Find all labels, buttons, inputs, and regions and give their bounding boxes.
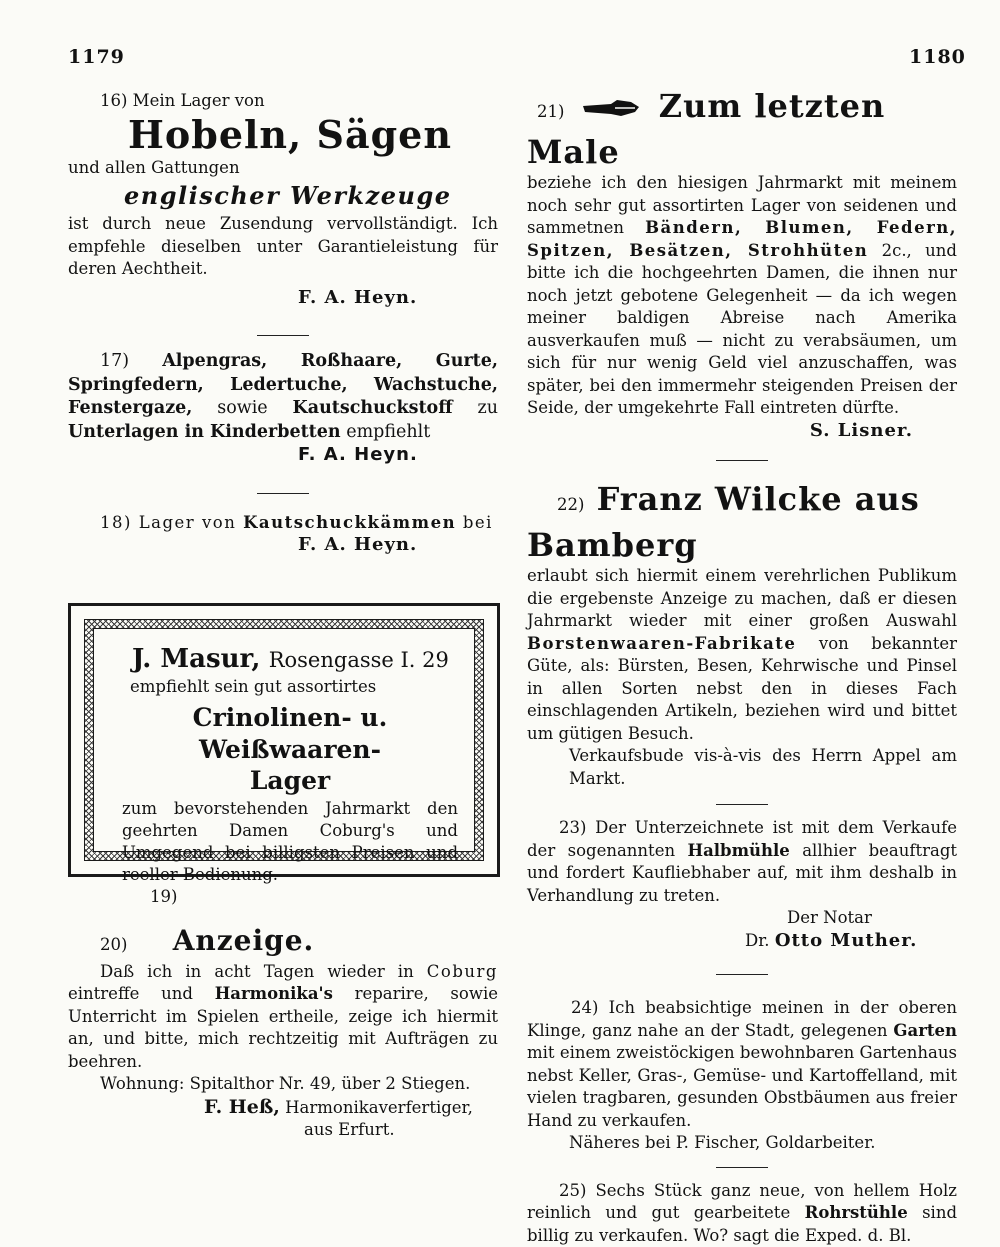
ad-20-signature-line [68,1096,498,1120]
ad-20-body [68,961,498,1074]
ad-23-body [527,817,957,907]
ad-22-title: Franz Wilcke aus Bamberg [527,480,920,564]
ad-22-body1: erlaubt sich hiermit einem verehrlichen Publikum die ergebenste Anzeige zu machen, daß er diesen Jahrmarkt wieder mit einer großen Auswahl [527,566,957,630]
right-column [527,90,957,1247]
ad-25-tail: Wo? sagt die Exped. d. Bl. [693,1226,911,1245]
ad-21-title: Zum letzten Male [527,87,885,171]
ad-16-signature: F. A. Heyn. [68,287,498,310]
ad-18-number: 18) [100,513,132,532]
left-column [68,90,498,557]
ad-17 [68,350,498,467]
ad-22-number: 22) [527,495,584,514]
ad-23-body1: Der Unterzeichnete ist mit dem Verkaufe der sogenannten [527,818,957,860]
ad-20-body1: Daß ich in acht Tagen wieder in [68,962,414,981]
ad-19-frame [68,603,500,877]
ad-19 [93,628,475,852]
ad-21-body [527,172,957,420]
ad-16-body: ist durch neue Zusendung vervollständigt. Ich empfehle dieselben unter Garantieleistung für deren Aechtheit. [68,213,498,281]
ad-20-city: Coburg [427,962,498,981]
ad-25-body2: sind billig zu verkaufen. [527,1203,957,1245]
divider [257,493,309,494]
ad-19-number: 19) [122,886,458,908]
ad-25-body1: Sechs Stück ganz neue, von hellem Holz reinlich und gut gearbeitete [527,1181,957,1223]
ad-21-body2: 2c., und bitte ich die hochgeehrten Damen, die ihnen nur noch jetzt gebotene Gelegenheit — da ich wegen meiner baldigen Abreise nach Amerika ausverkaufen muß — nicht zu verabsäumen, um sich für nur wenig Geld viel anzuschaffen, was später, bei den immermehr steigenden Preisen der Seide, der umgekehrte Fall eintreten dürfte. [527,241,957,418]
ad-22-booth: Verkaufsbude vis-à-vis des Herrn Appel am Markt. [527,745,957,790]
ad-23-role: Der Notar [527,907,957,930]
ad-20-bold: Harmonika's [215,984,333,1003]
ad-17-rest1: sowie [217,398,267,418]
ad-16-intro: 16) Mein Lager von [68,90,498,113]
ad-21-bold: Bändern, Blumen, Federn, Spitzen, Besätzen, Strohhüten [527,218,957,260]
ad-18-body [68,512,498,535]
ad-21-signature: S. Lisner. [527,420,957,443]
ad-24-number: 24) [527,998,598,1017]
ad-20-header [68,930,498,957]
ad-20 [68,930,498,1142]
ad-19-ornament-border [84,619,484,861]
ad-20-title: Anzeige. [173,924,315,957]
ad-19-title2: Lager [122,766,458,796]
pointing-hand-icon [581,89,643,129]
ad-17-rest2: zu [477,398,498,418]
ad-22-body2: von bekannter Güte, als: Bürsten, Besen, Kehrwische und Pinsel in allen Sorten nebst den in dieses Fach einschlagenden Artikeln, beziehen wird und bittet um gütigen Besuch. [527,634,957,743]
ad-24-body1: Ich beabsichtige meinen in der oberen Klinge, ganz nahe an der Stadt, gelegenen [527,998,957,1040]
ad-17-signature: F. A. Heyn. [68,444,498,467]
ad-20-number: 20) [100,935,127,954]
ad-16 [68,90,498,309]
ad-25 [527,1180,957,1247]
ad-17-number: 17) [68,351,129,371]
ad-16-title: Hobeln, Sägen [68,113,498,157]
ad-20-body3: reparire, sowie Unterricht im Spielen ertheile, zeige ich hiermit an, und bitte, mich rechtzeitig mit Aufträgen zu beehren. [68,984,498,1071]
ad-24-contact: Näheres bei P. Fischer, Goldarbeiter. [527,1132,957,1155]
ad-20-signature: F. Heß, [204,1096,280,1118]
ad-19-body: zum bevorstehenden Jahrmarkt den geehrten Damen Coburg's und Umgegend bei billigsten Preisen und reeller Bedienung. [122,798,458,886]
ad-18-bold: Kautschuckkämmen [243,513,456,532]
ad-19-line: empfiehlt sein gut assortirtes [122,676,458,698]
ad-17-items: Alpengras, Roßhaare, Gurte, Springfedern, Ledertuche, Wachstuche, Fenstergaze, [68,351,498,418]
divider [716,1167,768,1168]
ad-25-number: 25) [527,1181,586,1200]
ad-19-firm: J. Masur, [132,644,260,674]
ad-23-signature: Otto Muther. [775,930,918,951]
ad-21-header [527,86,957,172]
ad-18-text2: bei [463,513,493,532]
ad-18 [68,512,498,557]
ad-19-address: Rosengasse I. 29 [269,648,449,672]
ad-19-title1: Crinolinen- u. Weißwaaren- [122,702,458,766]
ad-24 [527,997,957,1155]
ad-17-rest-bold: Kautschuckstoff [293,398,453,418]
ad-21 [527,86,957,442]
ad-22-bold: Borstenwaaren-Fabrikate [527,634,796,653]
ad-18-signature: F. A. Heyn. [68,534,498,557]
ad-24-bold: Garten [893,1021,957,1040]
ad-20-sig-place: aus Erfurt. [68,1119,498,1142]
ad-19-header [132,643,458,676]
ad-16-subtitle: englischer Werkzeuge [68,179,498,213]
ad-23-number: 23) [527,818,586,837]
ad-16-line2: und allen Gattungen [68,157,498,180]
ad-23-body2: allhier beauftragt und fordert Kaufliebhaber auf, mit ihm deshalb in Verhandlung zu treten. [527,841,957,905]
ad-23-sig-prefix: Dr. [745,931,770,950]
page-number-right: 1180 [909,46,966,68]
ad-23-signature-line [527,930,957,953]
divider [257,335,309,336]
divider [716,804,768,805]
ad-25-bold: Rohrstühle [805,1203,908,1222]
ad-25-body [527,1180,957,1247]
ad-23-bold: Halbmühle [688,841,790,860]
divider [716,460,768,461]
ad-21-body1: beziehe ich den hiesigen Jahrmarkt mit meinem noch sehr gut assortirten Lager von seidenen und sammetnen [527,173,957,237]
ad-23 [527,817,957,952]
ad-17-rest-bold2: Unterlagen in Kinderbetten [68,422,341,442]
ad-22 [527,479,957,790]
ad-17-body [68,350,498,444]
ad-20-address: Wohnung: Spitalthor Nr. 49, über 2 Stiegen. [68,1073,498,1096]
ad-22-header [527,479,957,565]
ad-20-sig-rest: Harmonikaverfertiger, [285,1098,473,1117]
page-number-left: 1179 [68,46,125,68]
ad-18-text1: Lager von [139,513,237,532]
divider [716,974,768,975]
ad-22-body [527,565,957,745]
ad-21-number: 21) [527,102,564,121]
ad-17-rest3: empfiehlt [346,422,430,442]
ad-24-body [527,997,957,1132]
ad-24-body2: mit einem zweistöckigen bewohnbaren Gartenhaus nebst Keller, Gras-, Gemüse- und Kartoffelland, mit vielen tragbaren, gesunden Obstbäumen aus freier Hand zu verkaufen. [527,1043,957,1130]
ad-20-body2: eintreffe und [68,984,193,1003]
